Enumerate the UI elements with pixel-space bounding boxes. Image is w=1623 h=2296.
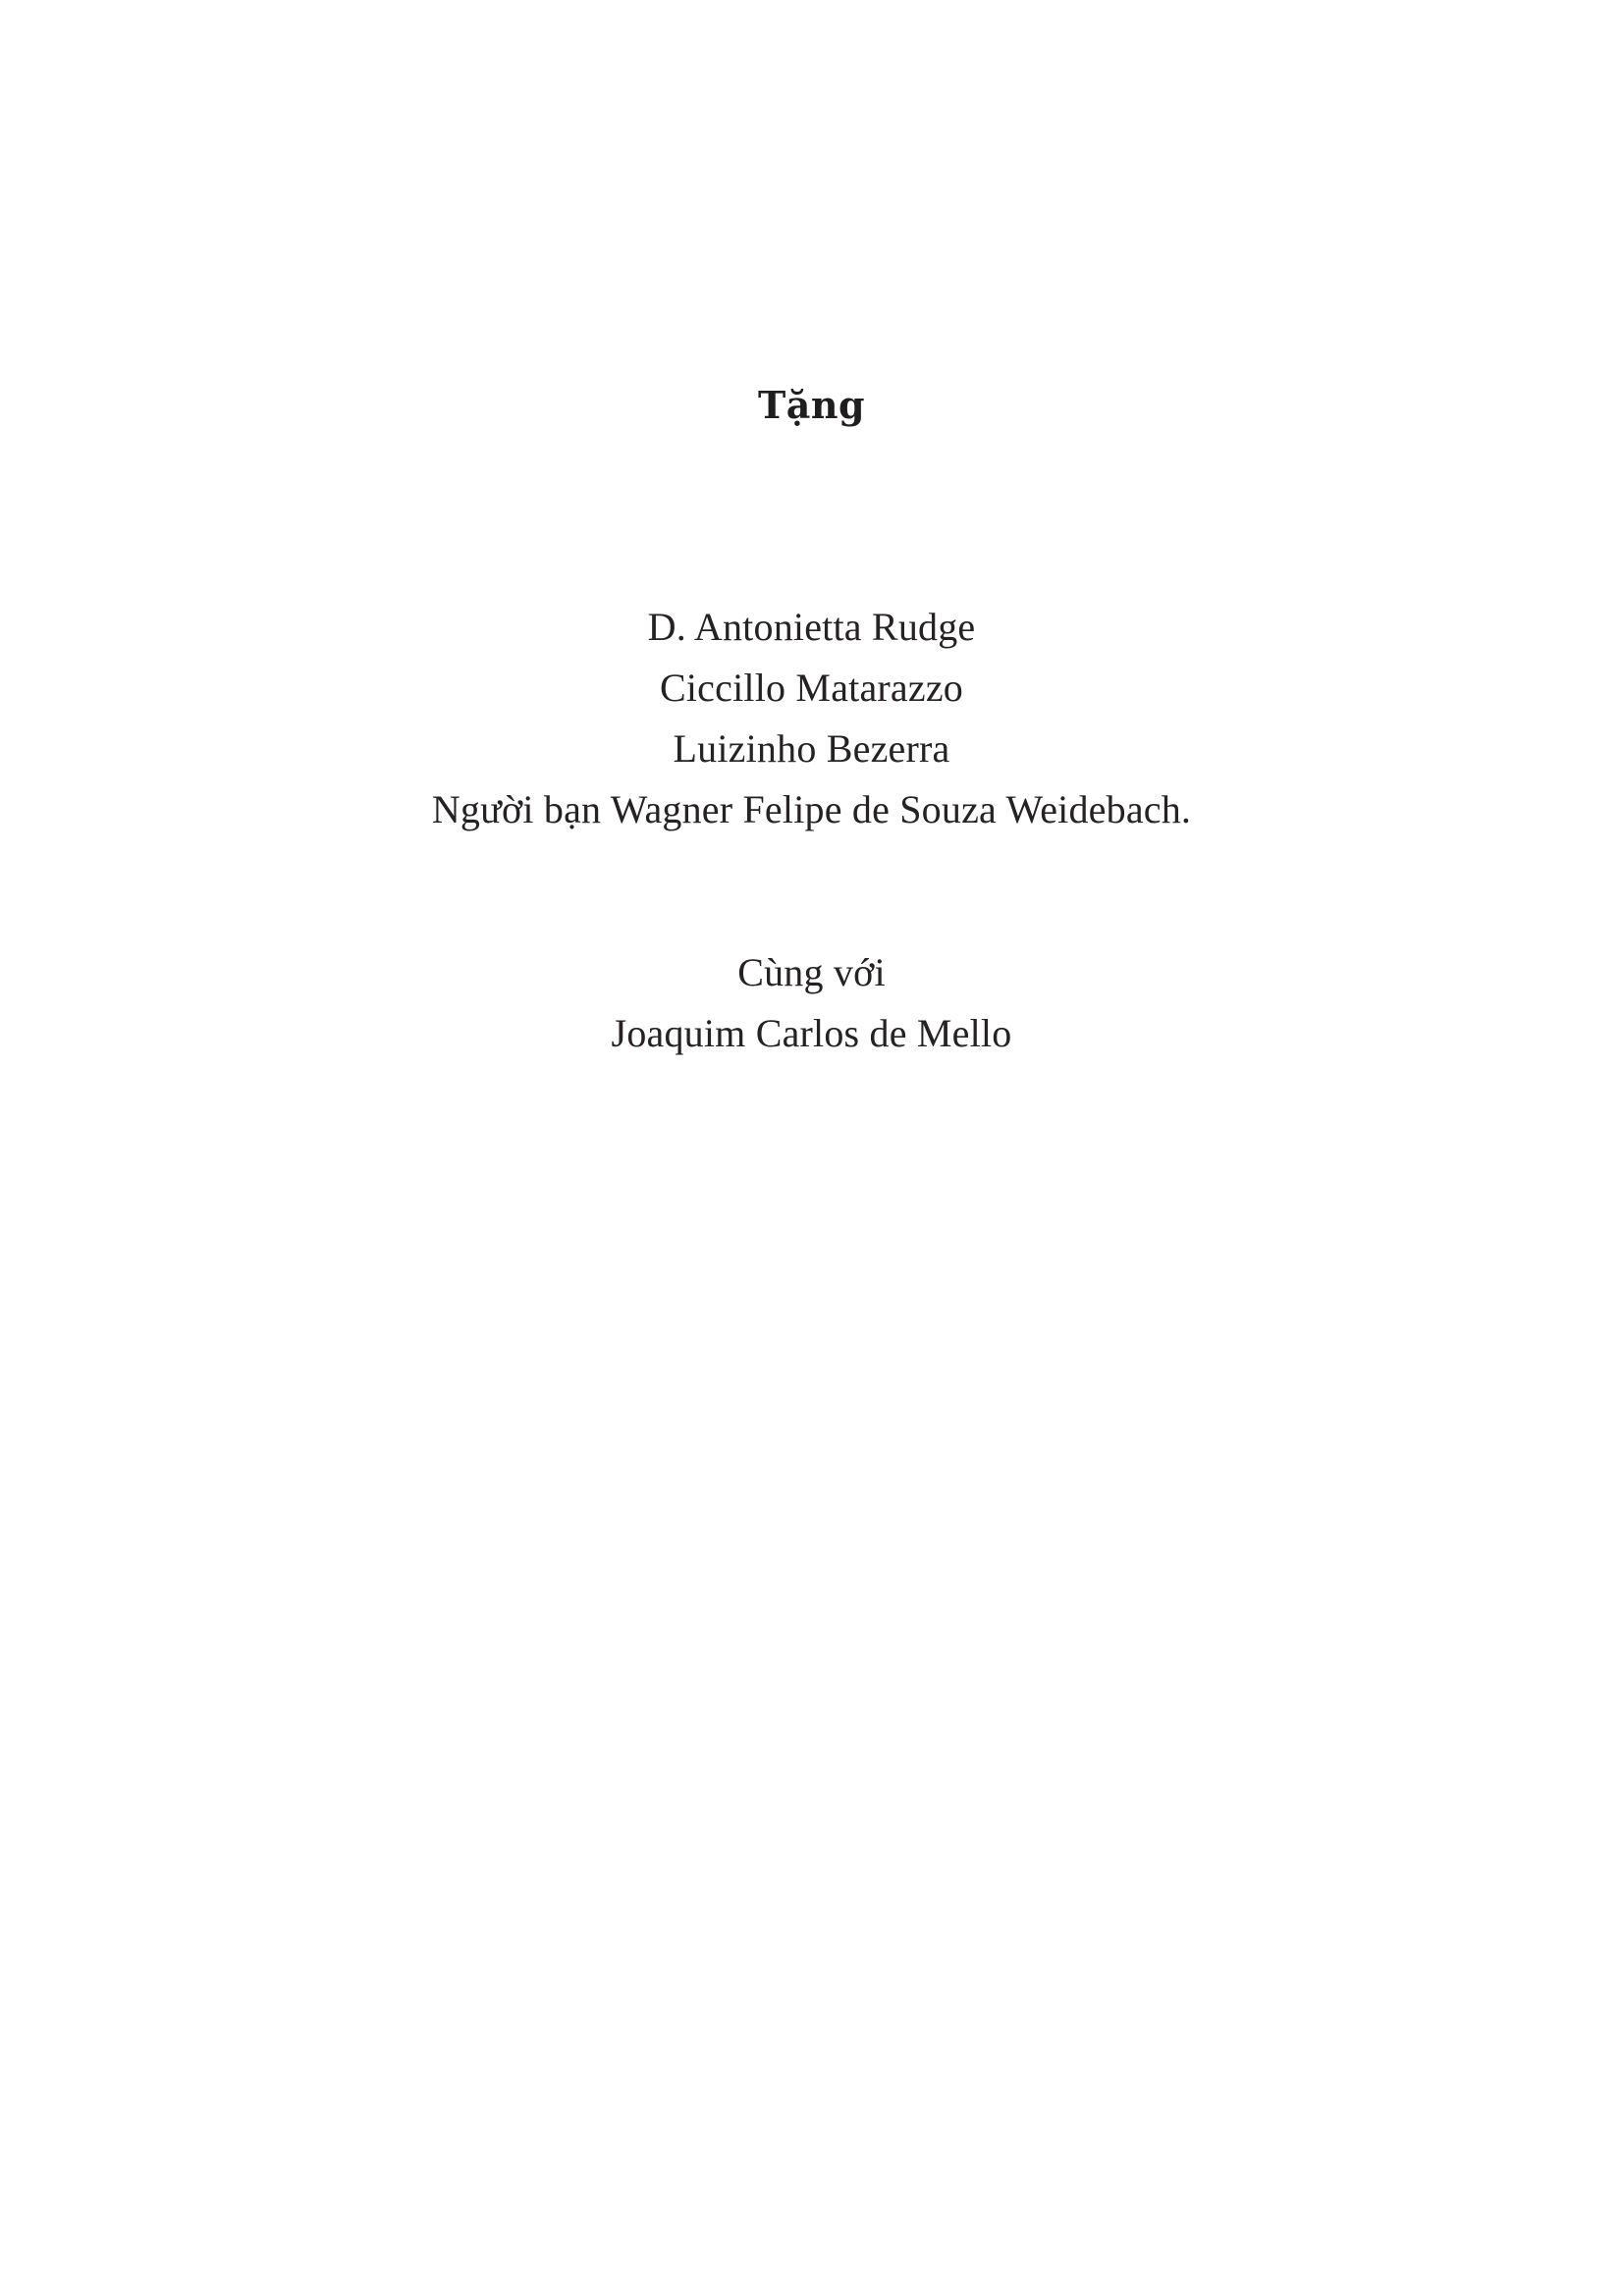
with-block (0, 942, 1623, 1064)
dedication-block (0, 383, 1623, 1064)
dedicatee-list (0, 597, 1623, 840)
dedicatee-name: Luizinho Bezerra (673, 725, 950, 771)
dedicatee-name: Ciccillo Matarazzo (659, 665, 963, 710)
dedication-heading: Tặng (757, 383, 866, 427)
dedicatee-name: Người bạn Wagner Felipe de Souza Weidebach. (431, 786, 1192, 831)
dedicatee-name: D. Antonietta Rudge (647, 604, 976, 649)
with-label: Cùng với (737, 949, 886, 994)
with-name: Joaquim Carlos de Mello (611, 1010, 1012, 1055)
